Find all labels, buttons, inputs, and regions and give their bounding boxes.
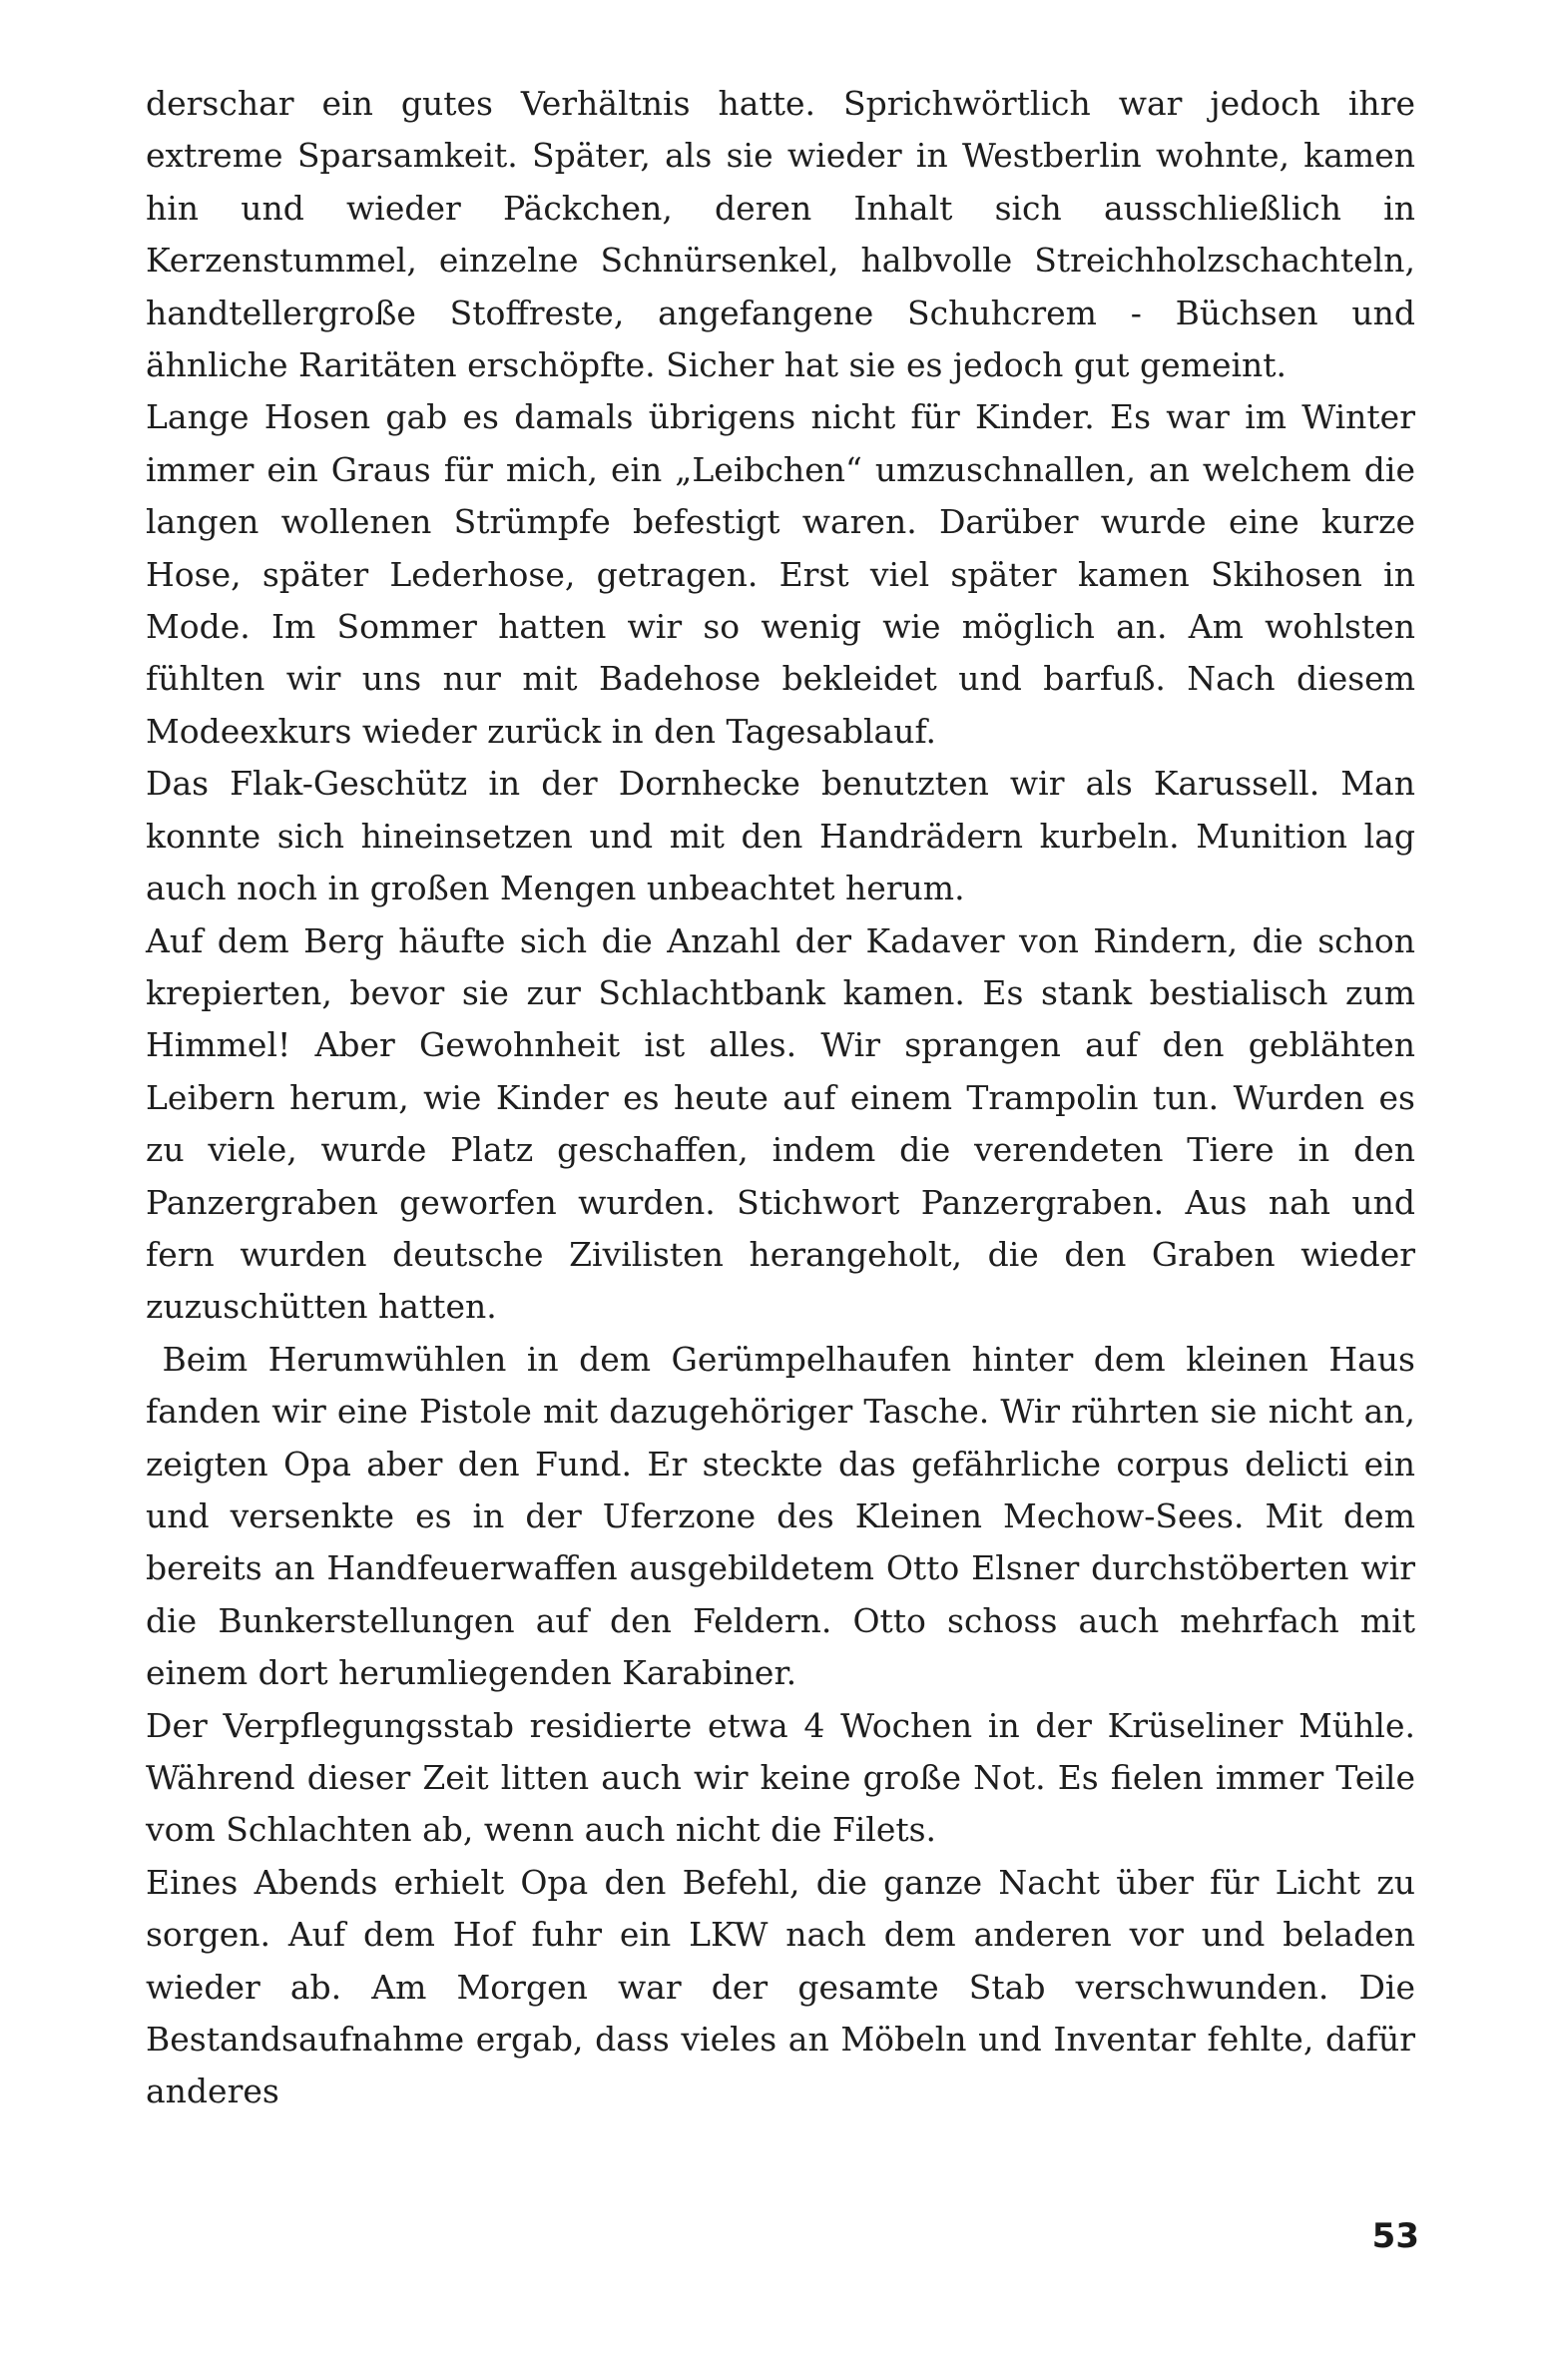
paragraph-6: Der Verpflegungsstab residierte etwa 4 Wochen in der Krüseliner Mühle. Während dieser Zeit litten auch wir keine große Not. Es fielen immer Teile vom Schlachten ab, wenn auch nicht die Filets. (146, 1705, 1415, 1850)
paragraph-1: derschar ein gutes Verhältnis hatte. Sprichwörtlich war jedoch ihre extreme Sparsamkeit. Später, als sie wieder in Westberlin wohnte, kamen hin und wieder Päckchen, deren Inhalt sich ausschließlich in Kerzenstummel, einzelne Schnürsenkel, halbvolle Streichholzschachteln, handtellergroße Stoffreste, angefangene Schuhcrem - Büchsen und ähnliche Raritäten erschöpfte. Sicher hat sie es jedoch gut gemeint. (146, 84, 1415, 385)
page-body (146, 78, 1415, 2118)
paragraph-4: Auf dem Berg häufte sich die Anzahl der Kadaver von Rindern, die schon krepierten, bevor sie zur Schlachtbank kamen. Es stank bestialisch zum Himmel! Aber Gewohnheit ist alles. Wir sprangen auf den geblähten Leibern herum, wie Kinder es heute auf einem Trampolin tun. Wurden es zu viele, wurde Platz geschaffen, indem die verendeten Tiere in den Panzergraben geworfen wurden. Stichwort Panzergraben. Aus nah und fern wurden deutsche Zivilisten herangeholt, die den Graben wieder zuzuschütten hatten. (146, 920, 1415, 1327)
paragraph-3: Das Flak-Geschütz in der Dornhecke benutzten wir als Karussell. Man konnte sich hineinsetzen und mit den Handrädern kurbeln. Munition lag auch noch in großen Mengen unbeachtet herum. (146, 764, 1415, 908)
paragraph-7: Eines Abends erhielt Opa den Befehl, die ganze Nacht über für Licht zu sorgen. Auf dem Hof fuhr ein LKW nach dem anderen vor und beladen wieder ab. Am Morgen war der gesamte Stab verschwunden. Die Bestandsaufnahme ergab, dass vieles an Möbeln und Inventar fehlte, dafür anderes (146, 1862, 1415, 2111)
paragraph-5: Beim Herumwühlen in dem Gerümpelhaufen hinter dem kleinen Haus fanden wir eine Pistole mit dazugehöriger Tasche. Wir rührten sie nicht an, zeigten Opa aber den Fund. Er steckte das gefährliche corpus delicti ein und versenkte es in der Uferzone des Kleinen Mechow-Sees. Mit dem bereits an Handfeuerwaffen ausgebildetem Otto Elsner durchstöberten wir die Bunkerstellungen auf den Feldern. Otto schoss auch mehrfach mit einem dort herumliegenden Karabiner. (146, 1339, 1415, 1693)
page-number: 53 (1371, 2216, 1419, 2256)
paragraph-2: Lange Hosen gab es damals übrigens nicht für Kinder. Es war im Winter immer ein Graus für mich, ein „Leibchen“ umzuschnallen, an welchem die langen wollenen Strümpfe befestigt waren. Darüber wurde eine kurze Hose, später Lederhose, getragen. Erst viel später kamen Skihosen in Mode. Im Sommer hatten wir so wenig wie möglich an. Am wohlsten fühlten wir uns nur mit Badehose bekleidet und barfuß. Nach diesem Modeexkurs wieder zurück in den Tagesablauf. (146, 397, 1415, 751)
